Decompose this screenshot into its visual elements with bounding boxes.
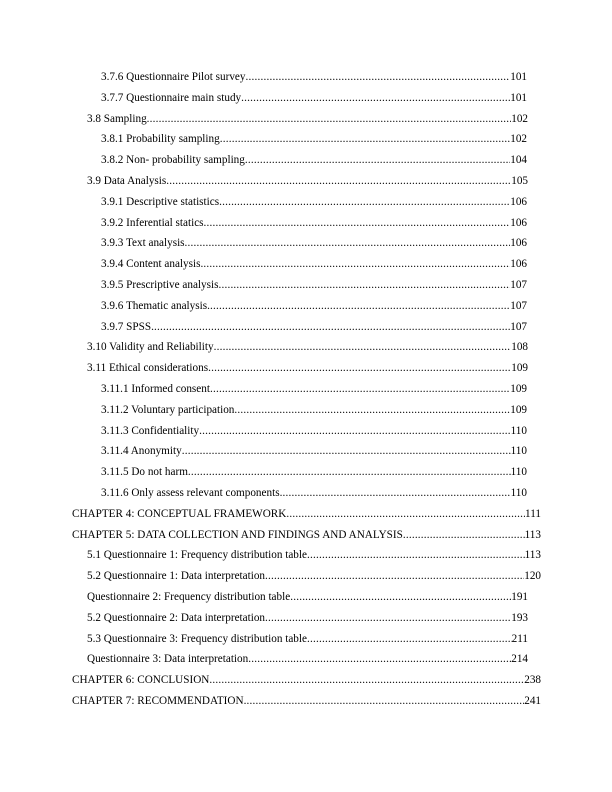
toc-entry-title: 3.9 Data Analysis (87, 175, 167, 187)
toc-entry-title: 3.11 Ethical considerations (87, 362, 209, 375)
toc-entry-title: 3.9.6 Thematic analysis (101, 299, 208, 312)
toc-entry-title: 3.11.5 Do not harm (101, 466, 188, 479)
toc-page-number: 109 (510, 403, 527, 416)
toc-dot-leader (208, 360, 511, 376)
toc-page-number: 108 (511, 341, 528, 354)
toc-dot-leader (204, 215, 511, 231)
toc-entry-title: 3.11.4 Anonymity (101, 445, 182, 458)
toc-entry-5-2-q2[interactable] (87, 610, 528, 626)
toc-entry-3-9-2[interactable] (101, 215, 527, 231)
toc-dot-leader (151, 319, 510, 335)
toc-page-number: 193 (511, 611, 528, 624)
toc-entry-q2-frequency[interactable] (87, 589, 528, 605)
toc-page-number: 214 (511, 653, 528, 666)
toc-entry-title: CHAPTER 6: CONCLUSION (72, 674, 210, 687)
toc-entry-title: CHAPTER 5: DATA COLLECTION AND FINDINGS AND ANALYSIS (72, 528, 403, 541)
toc-dot-leader (182, 443, 511, 459)
toc-dot-leader (307, 631, 512, 647)
toc-entry-chapter-5[interactable] (72, 527, 541, 543)
toc-entry-3-11-4[interactable] (101, 443, 527, 459)
toc-entry-title: 3.9.7 SPSS (101, 320, 152, 333)
toc-dot-leader (245, 152, 510, 168)
toc-page-number: 120 (524, 570, 541, 583)
toc-page-number: 102 (510, 133, 527, 146)
toc-page-number: 111 (525, 507, 541, 520)
toc-entry-3-9-4[interactable] (101, 256, 527, 272)
toc-dot-leader (290, 589, 511, 605)
toc-page-number: 110 (510, 445, 527, 458)
toc-entry-chapter-6[interactable] (72, 672, 541, 688)
toc-entry-3-9-3[interactable] (101, 235, 527, 251)
toc-page-number: 106 (510, 258, 527, 271)
toc-entry-title: Questionnaire 2: Frequency distribution table (87, 591, 291, 603)
toc-page-number: 106 (510, 216, 527, 229)
toc-page-number: 113 (524, 549, 541, 562)
toc-page-number: 101 (510, 91, 527, 104)
toc-entry-title: 3.10 Validity and Reliability (87, 341, 214, 354)
toc-entry-title: 3.9.4 Content analysis (101, 258, 201, 271)
toc-page-number: 107 (510, 320, 527, 333)
toc-dot-leader (219, 194, 510, 210)
toc-entry-title: 3.8 Sampling (87, 112, 147, 125)
toc-page-number: 102 (511, 112, 528, 125)
toc-entry-title: 3.9.3 Text analysis (101, 237, 185, 250)
toc-dot-leader (185, 235, 511, 251)
toc-entry-chapter-7[interactable] (72, 693, 541, 709)
toc-entry-3-9-7[interactable] (101, 319, 527, 335)
toc-page-number: 238 (524, 674, 541, 687)
toc-page-number: 109 (510, 383, 527, 395)
toc-entry-title: 3.9.2 Inferential statics (101, 216, 204, 229)
toc-page-number: 101 (510, 71, 527, 83)
toc-entry-3-11[interactable] (87, 360, 528, 376)
toc-page-number: 191 (511, 591, 528, 603)
toc-entry-3-7-7[interactable] (101, 90, 527, 106)
toc-entry-title: 5.3 Questionnaire 3: Frequency distribution table (87, 632, 307, 645)
toc-entry-title: 3.11.2 Voluntary participation (101, 403, 235, 416)
toc-entry-title: 3.11.1 Informed consent (101, 383, 210, 395)
toc-entry-3-11-1[interactable] (101, 381, 527, 397)
toc-dot-leader (307, 547, 525, 563)
toc-entry-3-7-6[interactable] (101, 69, 527, 85)
toc-entry-5-3[interactable] (87, 631, 528, 647)
toc-entry-title: 3.11.6 Only assess relevant components (101, 487, 280, 499)
toc-entry-5-2-q1[interactable] (87, 568, 541, 584)
toc-page-number: 110 (510, 487, 527, 499)
toc-dot-leader (248, 651, 511, 667)
toc-entry-3-9-6[interactable] (101, 298, 527, 314)
toc-dot-leader (244, 693, 525, 709)
toc-entry-3-9-1[interactable] (101, 194, 527, 210)
toc-dot-leader (147, 111, 512, 127)
toc-page-number: 110 (510, 424, 527, 437)
toc-dot-leader (241, 90, 510, 106)
toc-entry-3-11-2[interactable] (101, 402, 527, 418)
toc-page-number: 107 (510, 299, 527, 312)
toc-dot-leader (166, 173, 511, 189)
toc-entry-3-11-6[interactable] (101, 485, 527, 501)
toc-entry-3-8-1[interactable] (101, 131, 527, 147)
toc-entry-3-9-5[interactable] (101, 277, 527, 293)
toc-entry-title: 3.7.7 Questionnaire main study (101, 91, 242, 104)
toc-entry-title: Questionnaire 3: Data interpretation (87, 653, 249, 666)
toc-dot-leader (265, 610, 511, 626)
toc-entry-title: 5.2 Questionnaire 2: Data interpretation (87, 611, 266, 624)
toc-dot-leader (286, 506, 525, 522)
toc-entry-3-11-3[interactable] (101, 423, 527, 439)
toc-dot-leader (210, 381, 510, 397)
toc-entry-3-9[interactable] (87, 173, 528, 189)
toc-dot-leader (199, 423, 511, 439)
toc-entry-3-8-2[interactable] (101, 152, 527, 168)
toc-page-number: 109 (511, 362, 528, 375)
toc-entry-3-11-5[interactable] (101, 464, 527, 480)
toc-entry-title: 3.7.6 Questionnaire Pilot survey (101, 71, 246, 83)
toc-page-number: 106 (510, 195, 527, 208)
toc-dot-leader (214, 339, 512, 355)
toc-entry-title: CHAPTER 4: CONCEPTUAL FRAMEWORK (72, 507, 287, 520)
toc-entry-title: 5.1 Questionnaire 1: Frequency distribution table (87, 549, 307, 562)
toc-entry-title: 3.9.5 Prescriptive analysis (101, 279, 219, 291)
toc-dot-leader (265, 568, 524, 584)
toc-entry-3-10[interactable] (87, 339, 528, 355)
toc-page-number: 241 (524, 695, 541, 707)
toc-entry-title: 3.9.1 Descriptive statistics (101, 195, 220, 208)
toc-dot-leader (246, 69, 511, 85)
toc-page-number: 104 (510, 154, 527, 167)
toc-entry-chapter-4[interactable] (72, 506, 541, 522)
toc-dot-leader (188, 464, 511, 480)
toc-entry-title: 3.8.2 Non- probability sampling (101, 154, 245, 167)
toc-page-number: 113 (524, 528, 541, 541)
toc-page-number: 211 (511, 632, 528, 645)
toc-dot-leader (209, 672, 524, 688)
toc-dot-leader (403, 527, 525, 543)
toc-dot-leader (234, 402, 510, 418)
toc-entry-title: 5.2 Questionnaire 1: Data interpretation (87, 570, 266, 583)
toc-entry-5-1[interactable] (87, 547, 541, 563)
toc-page-number: 107 (510, 279, 527, 291)
toc-entry-q3-interpretation[interactable] (87, 651, 528, 667)
toc-entry-3-8[interactable] (87, 111, 528, 127)
toc-dot-leader (218, 277, 510, 293)
toc-page-number: 105 (511, 175, 528, 187)
toc-entry-title: CHAPTER 7: RECOMMENDATION (72, 695, 244, 707)
toc-dot-leader (200, 256, 510, 272)
toc-entry-title: 3.8.1 Probability sampling (101, 133, 220, 146)
toc-page-number: 110 (510, 466, 527, 479)
toc-entry-title: 3.11.3 Confidentiality (101, 424, 200, 437)
toc-dot-leader (207, 298, 510, 314)
toc-dot-leader (220, 131, 511, 147)
toc-dot-leader (280, 485, 511, 501)
toc-page-number: 106 (510, 237, 527, 250)
